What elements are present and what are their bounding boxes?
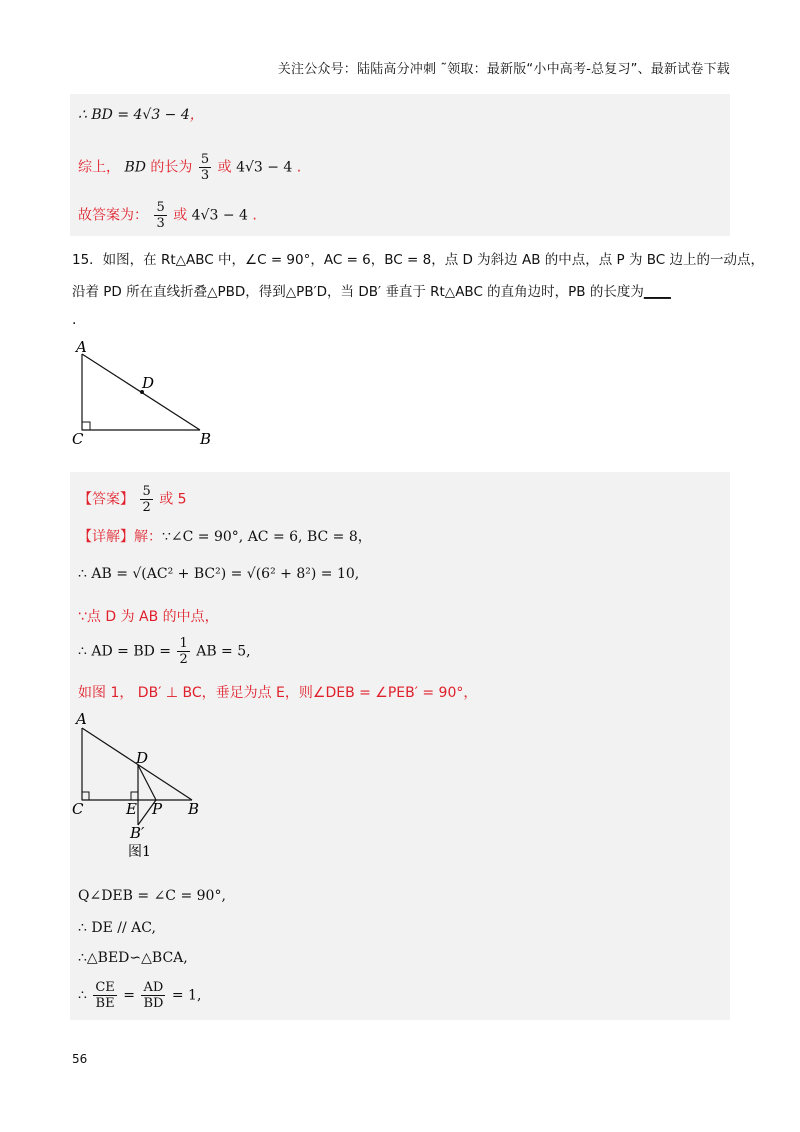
answer-tail: 或 5: [159, 491, 187, 508]
label-a: A: [76, 338, 87, 356]
answer-line: [78, 484, 187, 515]
period: .: [296, 159, 302, 176]
fraction-5-2: $\frac{5}{2}$: [142, 484, 151, 515]
comma: ，: [189, 107, 204, 123]
answer-block: [70, 472, 730, 1020]
figure-caption: 图1: [128, 844, 151, 860]
question-line-3: .: [72, 312, 77, 328]
label-b: B: [188, 800, 200, 818]
question-line-1: 15．如图，在 Rt△ABC 中，∠C = 90°，AC = 6，BC = 8，点 D 为斜边 AB 的中点，点 P 为 BC 边上的一动点，: [72, 252, 765, 268]
fraction-1-2: $\frac{1}{2}$: [179, 636, 188, 667]
page-number: 56: [72, 1052, 88, 1066]
or-word: 或: [173, 207, 188, 224]
right-angle-e: [131, 792, 138, 800]
ad-prefix: ∴ AD = BD =: [78, 643, 176, 660]
figure-intro-line: 如图 1， DB′ ⊥ BC，垂足为点 E，则∠DEB = ∠PEB′ = 90°，: [78, 685, 478, 701]
final-answer-line: [78, 200, 257, 231]
fold-figure: [70, 710, 220, 860]
label-e: E: [126, 800, 137, 818]
detail-line: [78, 526, 372, 546]
detail-label: 【详解】解：: [78, 529, 162, 545]
page-header: 关注公众号：陆陆高分冲刺 ˜领取：最新版“小中高考-总复习”、最新试卷下载: [277, 62, 730, 77]
ratio-prefix: ∴: [78, 987, 92, 1004]
ratio-tail: = 1,: [171, 987, 202, 1004]
ab-line: ∴ AB = √(AC² + BC²) = √(6² + 8²) = 10,: [78, 566, 360, 582]
label-b: B: [200, 430, 212, 448]
ad-line: [78, 636, 251, 667]
equals: =: [123, 987, 135, 1004]
bd-result-line: [78, 104, 204, 124]
question-text-2: 沿着 PD 所在直线折叠△PBD，得到△PB′D，当 DB′ 垂直于 Rt△ABC 的直角边时，PB 的长度为: [72, 284, 644, 300]
label-d: D: [142, 374, 155, 392]
label-p: P: [152, 800, 163, 818]
summary-mid: 的长为: [150, 159, 193, 176]
root-expr: 4√3 − 4: [191, 207, 248, 224]
fraction-ad-bd: $\frac{AD}{BD}$: [143, 980, 164, 1011]
angle-line: Q∠DEB = ∠C = 90°,: [78, 888, 226, 904]
summary-line: [78, 152, 301, 183]
period: .: [252, 207, 257, 224]
label-d: D: [136, 749, 149, 767]
answer-label: 【答案】: [78, 491, 134, 508]
label-b-prime: B′: [130, 824, 145, 842]
label-c: C: [72, 800, 84, 818]
fraction-ce-be: $\frac{CE}{BE}$: [95, 980, 115, 1011]
label-a: A: [76, 710, 87, 728]
detail-expr: ∵∠C = 90°, AC = 6, BC = 8，: [162, 529, 372, 545]
fraction-5-3: $\frac{5}{3}$: [200, 152, 210, 183]
midpoint-line: ∵点 D 为 AB 的中点，: [78, 609, 219, 625]
ad-tail: AB = 5,: [196, 643, 251, 660]
or-word: 或: [217, 159, 232, 176]
ratio-line: [78, 980, 201, 1011]
bd-label: BD: [124, 159, 146, 176]
parallel-line: ∴ DE // AC,: [78, 920, 156, 936]
bd-result: ∴ BD = 4√3 − 4: [78, 107, 190, 123]
right-angle-c: [82, 792, 89, 800]
similar-line: ∴△BED∽△BCA,: [78, 950, 188, 966]
answer-blank: ____: [643, 284, 671, 300]
final-answer-prefix: 故答案为：: [78, 207, 148, 224]
question-line-2: [72, 280, 671, 300]
label-c: C: [72, 430, 84, 448]
summary-prefix: 综上，: [78, 159, 120, 176]
solution-block-top: [70, 94, 730, 236]
root-expr: 4√3 − 4: [236, 159, 293, 176]
triangle-figure: [70, 336, 220, 448]
right-angle-mark: [82, 422, 90, 430]
fraction-5-3-b: $\frac{5}{3}$: [156, 200, 165, 231]
